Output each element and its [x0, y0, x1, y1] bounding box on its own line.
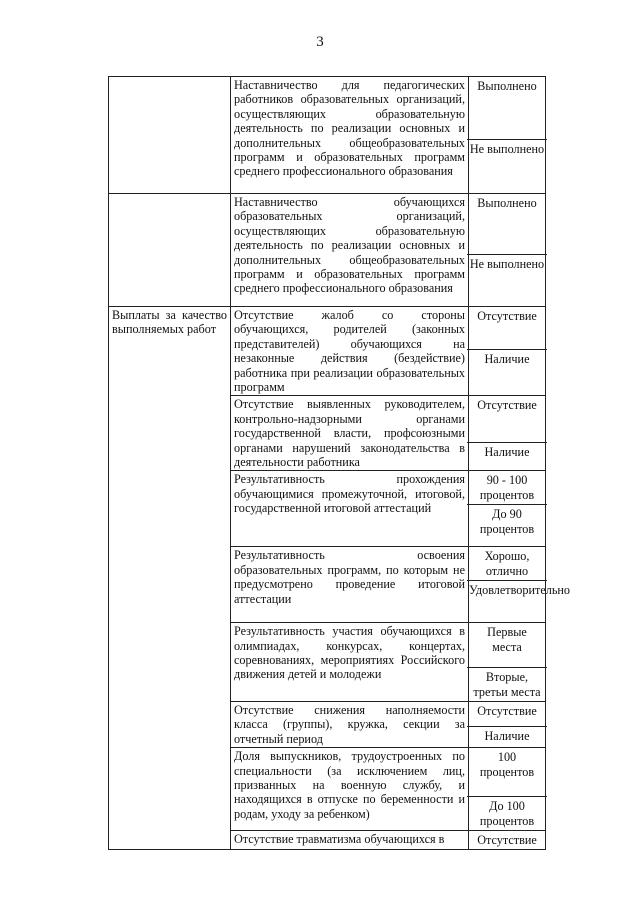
option-negative: До 90 процентов [467, 504, 547, 546]
criteria-table-body [109, 77, 570, 850]
options-cell [469, 194, 546, 307]
option-negative: Вторые, третьи места [467, 667, 547, 701]
category-cell-empty [109, 77, 231, 194]
options-cell [469, 471, 546, 547]
option-positive: 100 процентов [479, 750, 535, 779]
option-positive: Выполнено [477, 196, 537, 210]
option-positive: Отсутствие [477, 309, 537, 323]
options-cell [469, 830, 546, 849]
table-row [109, 307, 546, 396]
option-negative: Наличие [467, 442, 547, 468]
criterion-cell: Отсутствие снижения наполняемости класса (группы), кружка, секции за отчетный период [231, 701, 469, 747]
table-row [109, 77, 546, 194]
criteria-table [108, 76, 570, 850]
criterion-cell: Результативность участия обучающихся в олимпиадах, конкурсах, концертах, соревнованиях, мероприятиях Российского движения детей и молодежи [231, 623, 469, 702]
option-positive: Отсутствие [477, 832, 537, 847]
option-negative: Наличие [467, 726, 547, 745]
table-row [109, 194, 546, 307]
criterion-cell: Результативность освоения образовательных программ, по которым не предусмотрено проведение итоговой аттестации [231, 547, 469, 623]
options-cell [469, 396, 546, 471]
option-positive: Выполнено [477, 79, 537, 93]
option-positive: Отсутствие [477, 398, 537, 413]
criterion-cell: Отсутствие травматизма обучающихся в [231, 830, 469, 849]
options-cell [469, 307, 546, 396]
options-cell [469, 748, 546, 831]
criterion-cell: Отсутствие выявленных руководителем, контрольно-надзорными органами государственной власти, профсоюзными органами нарушений законодательства в деятельности работника [231, 396, 469, 471]
option-positive: Первые места [487, 625, 527, 654]
criterion-cell: Наставничество обучающихся образовательных организаций, осуществляющих образовательную деятельность по реализации основных и дополнительных общеобразовательных программ и образовательных программ среднего профессионального образования [231, 194, 469, 307]
options-cell [469, 77, 546, 194]
options-cell [469, 623, 546, 702]
criterion-cell: Наставничество для педагогических работников образовательных организаций, осуществляющих образовательную деятельность по реализации основных и дополнительных общеобразовательных программ и образовательных программ среднего профессионального образования [231, 77, 469, 194]
option-negative: Наличие [467, 349, 547, 393]
category-cell: Выплаты за качество выполняемых работ [109, 307, 231, 850]
option-positive: 90 - 100 процентов [479, 473, 535, 502]
option-negative: Не выполнено [467, 254, 547, 306]
option-positive: Отсутствие [477, 703, 537, 718]
category-cell-empty [109, 194, 231, 307]
options-cell [469, 547, 570, 623]
criterion-cell: Доля выпускников, трудоустроенных по специальности (за исключением лиц, призванных на военную службу, и находящихся в отпуске по беременности и родам, уходу за ребенком) [231, 748, 469, 831]
page-number: 3 [316, 34, 324, 50]
options-cell [469, 701, 546, 747]
option-positive: Хорошо, отлично [484, 549, 530, 578]
option-negative: Удовлетворительно [467, 580, 547, 622]
option-negative: Не выполнено [467, 139, 547, 193]
option-negative: До 100 процентов [467, 796, 547, 830]
criterion-cell: Результативность прохождения обучающимися промежуточной, итоговой, государственной итоговой аттестаций [231, 471, 469, 547]
criterion-cell: Отсутствие жалоб со стороны обучающихся, родителей (законных представителей) обучающихся на незаконные действия (бездействие) работника при реализации образовательных программ [231, 307, 469, 396]
